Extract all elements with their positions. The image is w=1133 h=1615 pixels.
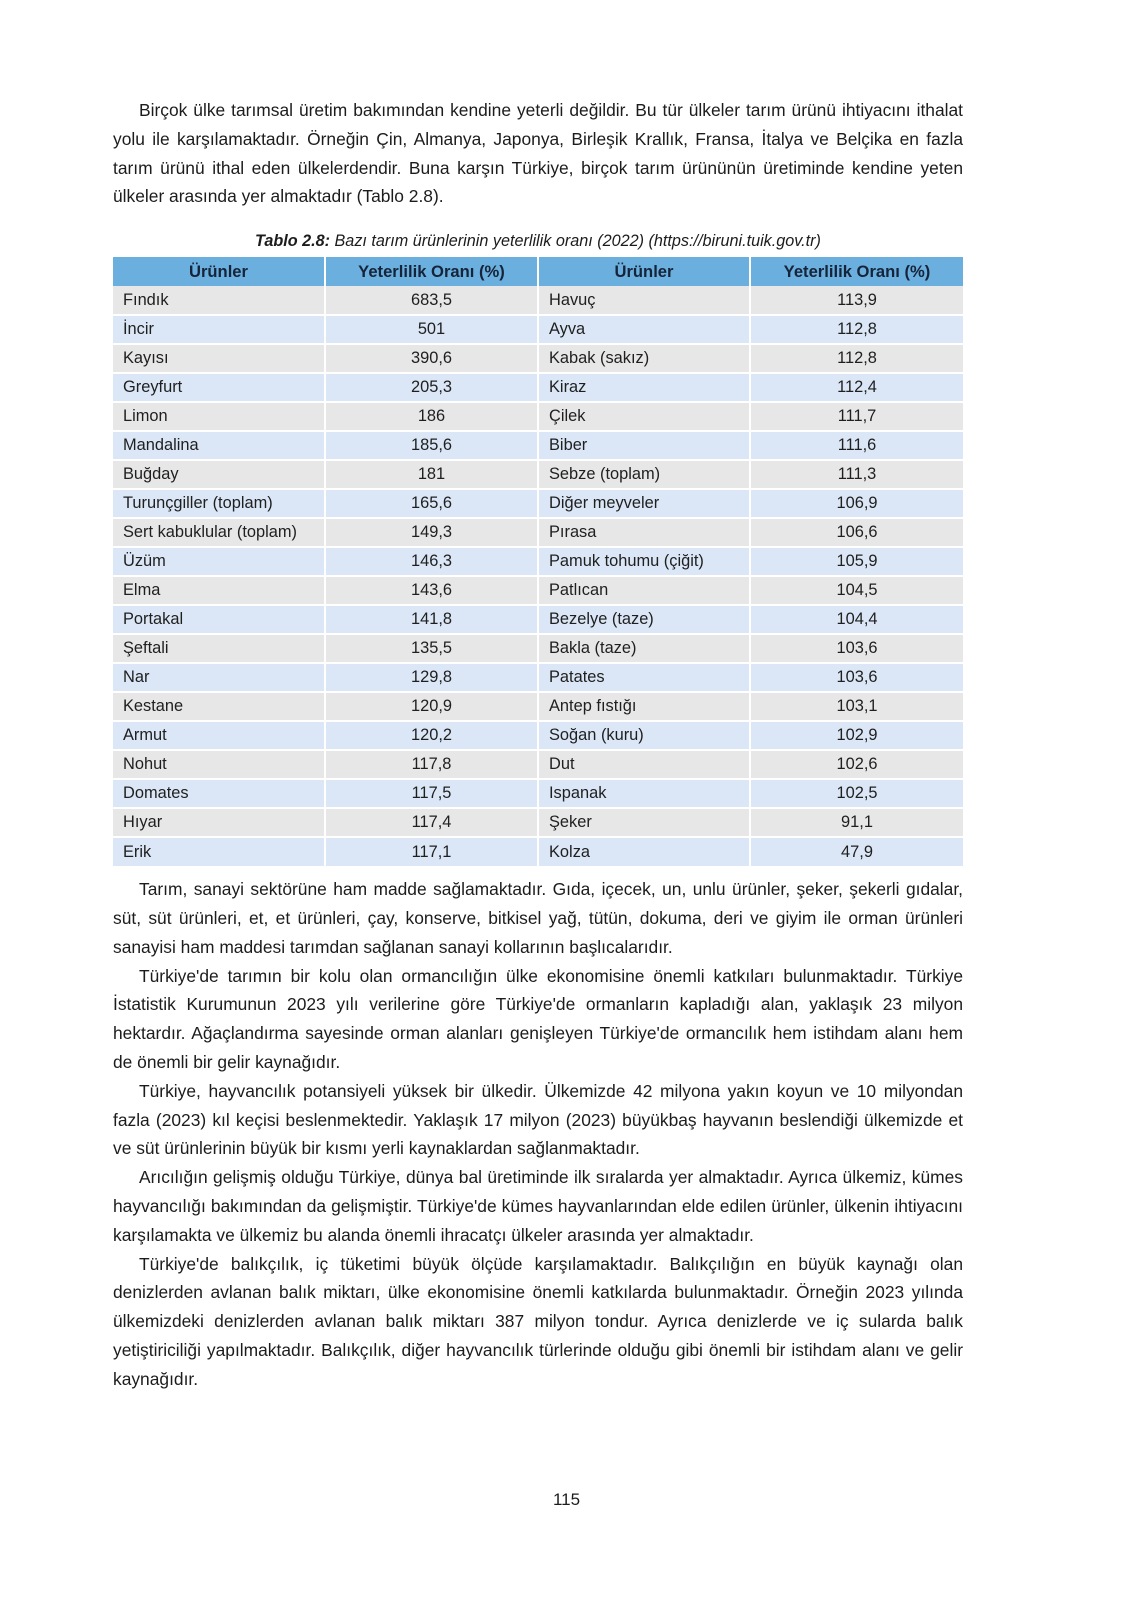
cell-product: Hıyar bbox=[113, 808, 325, 837]
cell-product: Sebze (toplam) bbox=[538, 460, 750, 489]
cell-rate: 111,7 bbox=[750, 402, 963, 431]
cell-rate: 181 bbox=[325, 460, 538, 489]
intro-paragraphs bbox=[113, 96, 963, 211]
cell-rate: 112,8 bbox=[750, 344, 963, 373]
cell-rate: 117,5 bbox=[325, 779, 538, 808]
cell-product: Limon bbox=[113, 402, 325, 431]
cell-rate: 91,1 bbox=[750, 808, 963, 837]
cell-rate: 135,5 bbox=[325, 634, 538, 663]
cell-product: Patates bbox=[538, 663, 750, 692]
cell-rate: 143,6 bbox=[325, 576, 538, 605]
cell-product: Portakal bbox=[113, 605, 325, 634]
cell-rate: 501 bbox=[325, 315, 538, 344]
cell-rate: 185,6 bbox=[325, 431, 538, 460]
cell-rate: 117,1 bbox=[325, 837, 538, 866]
cell-product: Kestane bbox=[113, 692, 325, 721]
column-header-rate-left: Yeterlilik Oranı (%) bbox=[325, 257, 538, 286]
cell-product: Erik bbox=[113, 837, 325, 866]
cell-rate: 149,3 bbox=[325, 518, 538, 547]
table-row bbox=[113, 489, 963, 518]
table-row bbox=[113, 634, 963, 663]
cell-product: Domates bbox=[113, 779, 325, 808]
cell-product: Dut bbox=[538, 750, 750, 779]
cell-rate: 112,8 bbox=[750, 315, 963, 344]
cell-product: Biber bbox=[538, 431, 750, 460]
cell-rate: 104,4 bbox=[750, 605, 963, 634]
cell-rate: 165,6 bbox=[325, 489, 538, 518]
cell-rate: 47,9 bbox=[750, 837, 963, 866]
table-row bbox=[113, 547, 963, 576]
paragraph-livestock: Türkiye, hayvancılık potansiyeli yüksek bir ülkedir. Ülkemizde 42 milyona yakın koyun ve 10 milyondan fazla (2023) kıl keçisi beslenmektedir. Yaklaşık 17 milyon (2023) büyükbaş hayvanın beslendiği ülkemizde et ve süt ürünlerinin büyük bir kısmı yerli kaynaklardan sağlanmaktadır. bbox=[113, 1080, 963, 1159]
cell-product: Nar bbox=[113, 663, 325, 692]
cell-rate: 106,6 bbox=[750, 518, 963, 547]
table-row bbox=[113, 808, 963, 837]
cell-rate: 390,6 bbox=[325, 344, 538, 373]
table-row bbox=[113, 373, 963, 402]
cell-rate: 146,3 bbox=[325, 547, 538, 576]
cell-rate: 129,8 bbox=[325, 663, 538, 692]
column-header-rate-right: Yeterlilik Oranı (%) bbox=[750, 257, 963, 286]
cell-rate: 141,8 bbox=[325, 605, 538, 634]
cell-rate: 106,9 bbox=[750, 489, 963, 518]
cell-product: Pamuk tohumu (çiğit) bbox=[538, 547, 750, 576]
page-content bbox=[113, 96, 963, 1394]
cell-product: Bakla (taze) bbox=[538, 634, 750, 663]
column-header-products-right: Ürünler bbox=[538, 257, 750, 286]
table-row bbox=[113, 605, 963, 634]
cell-rate: 117,4 bbox=[325, 808, 538, 837]
cell-rate: 102,5 bbox=[750, 779, 963, 808]
cell-product: Havuç bbox=[538, 286, 750, 315]
cell-product: Diğer meyveler bbox=[538, 489, 750, 518]
table-header bbox=[113, 257, 963, 286]
cell-product: Antep fıstığı bbox=[538, 692, 750, 721]
cell-rate: 103,6 bbox=[750, 663, 963, 692]
cell-product: Armut bbox=[113, 721, 325, 750]
cell-rate: 102,6 bbox=[750, 750, 963, 779]
cell-product: Şeker bbox=[538, 808, 750, 837]
cell-product: Patlıcan bbox=[538, 576, 750, 605]
table-row bbox=[113, 663, 963, 692]
cell-rate: 205,3 bbox=[325, 373, 538, 402]
table-row bbox=[113, 402, 963, 431]
column-header-products-left: Ürünler bbox=[113, 257, 325, 286]
cell-product: Şeftali bbox=[113, 634, 325, 663]
cell-rate: 186 bbox=[325, 402, 538, 431]
body-paragraphs bbox=[113, 875, 963, 1393]
table-row bbox=[113, 692, 963, 721]
page-number: 115 bbox=[552, 1490, 581, 1509]
table-caption bbox=[113, 231, 963, 251]
table-row bbox=[113, 837, 963, 866]
cell-rate: 111,6 bbox=[750, 431, 963, 460]
cell-rate: 102,9 bbox=[750, 721, 963, 750]
cell-product: Pırasa bbox=[538, 518, 750, 547]
cell-product: Üzüm bbox=[113, 547, 325, 576]
cell-product: Kabak (sakız) bbox=[538, 344, 750, 373]
paragraph-forestry: Türkiye'de tarımın bir kolu olan ormancılığın ülke ekonomisine önemli katkıları bulunmaktadır. Türkiye İstatistik Kurumunun 2023 yılı verilerine göre Türkiye'de ormanların kapladığı alan, yaklaşık 23 milyon hektardır. Ağaçlandırma sayesinde orman alanları genişleyen Türkiye'de ormancılık hem istihdam alanı hem de önemli bir gelir kaynağıdır. bbox=[113, 965, 963, 1072]
cell-rate: 113,9 bbox=[750, 286, 963, 315]
cell-rate: 120,9 bbox=[325, 692, 538, 721]
cell-product: Ispanak bbox=[538, 779, 750, 808]
cell-product: İncir bbox=[113, 315, 325, 344]
cell-product: Kiraz bbox=[538, 373, 750, 402]
cell-product: Mandalina bbox=[113, 431, 325, 460]
cell-rate: 120,2 bbox=[325, 721, 538, 750]
table-row bbox=[113, 286, 963, 315]
cell-product: Ayva bbox=[538, 315, 750, 344]
cell-rate: 683,5 bbox=[325, 286, 538, 315]
cell-rate: 117,8 bbox=[325, 750, 538, 779]
cell-product: Nohut bbox=[113, 750, 325, 779]
cell-product: Soğan (kuru) bbox=[538, 721, 750, 750]
table-row bbox=[113, 315, 963, 344]
table-row bbox=[113, 431, 963, 460]
paragraph-intro-1: Birçok ülke tarımsal üretim bakımından kendine yeterli değildir. Bu tür ülkeler tarım ürünü ihtiyacını ithalat yolu ile karşılamaktadır. Örneğin Çin, Almanya, Japonya, Birleşik Krallık, Fransa, İtalya ve Belçika en fazla tarım ürünü ithal eden ülkelerdendir. Buna karşın Türkiye, birçok tarım ürününün üretiminde kendine yeten ülkeler arasında yer almaktadır (Tablo 2.8). bbox=[113, 100, 963, 207]
table-row bbox=[113, 779, 963, 808]
cell-product: Elma bbox=[113, 576, 325, 605]
sufficiency-rate-table bbox=[113, 257, 963, 866]
cell-rate: 111,3 bbox=[750, 460, 963, 489]
paragraph-fishery: Türkiye'de balıkçılık, iç tüketimi büyük ölçüde karşılamaktadır. Balıkçılığın en büyük kaynağı olan denizlerden avlanan balık miktarı, ülke ekonomisine önemli katkılarda bulunmaktadır. Örneğin 2023 yılında ülkemizdeki denizlerden avlanan balık miktarı 387 milyon tondur. Ayrıca denizlerde ve iç sularda balık yetiştiriciliği yapılmaktadır. Balıkçılık, diğer hayvancılık türlerinde olduğu gibi önemli bir istihdam alanı ve gelir kaynağıdır. bbox=[113, 1253, 963, 1389]
table-caption-text: Bazı tarım ürünlerinin yeterlilik oranı (2022) (https://biruni.tuik.gov.tr) bbox=[330, 232, 821, 251]
table-row bbox=[113, 518, 963, 547]
cell-rate: 104,5 bbox=[750, 576, 963, 605]
cell-product: Greyfurt bbox=[113, 373, 325, 402]
cell-product: Turunçgiller (toplam) bbox=[113, 489, 325, 518]
cell-product: Kolza bbox=[538, 837, 750, 866]
cell-rate: 103,1 bbox=[750, 692, 963, 721]
table-caption-label: Tablo 2.8: bbox=[255, 232, 331, 251]
paragraph-industry: Tarım, sanayi sektörüne ham madde sağlamaktadır. Gıda, içecek, un, unlu ürünler, şeker, şekerli gıdalar, süt, süt ürünleri, et, et ürünleri, çay, konserve, bitkisel yağ, tütün, dokuma, deri ve giyim ile orman ürünleri sanayisi ham maddesi tarımdan sağlanan sanayi kollarının başlıcalarıdır. bbox=[113, 879, 963, 957]
cell-product: Bezelye (taze) bbox=[538, 605, 750, 634]
table-header-row bbox=[113, 257, 963, 286]
cell-rate: 105,9 bbox=[750, 547, 963, 576]
cell-product: Fındık bbox=[113, 286, 325, 315]
cell-rate: 103,6 bbox=[750, 634, 963, 663]
cell-product: Sert kabuklular (toplam) bbox=[113, 518, 325, 547]
paragraph-beekeeping-poultry: Arıcılığın gelişmiş olduğu Türkiye, dünya bal üretiminde ilk sıralarda yer almaktadır. Ayrıca ülkemiz, kümes hayvancılığı bakımından da gelişmiştir. Türkiye'de kümes hayvanlarından elde edilen ürünler, ülkenin ihtiyacını karşılamakta ve ülkemiz bu alanda önemli ihracatçı ülkeler arasında yer almaktadır. bbox=[113, 1167, 963, 1245]
cell-rate: 112,4 bbox=[750, 373, 963, 402]
table-row bbox=[113, 344, 963, 373]
cell-product: Buğday bbox=[113, 460, 325, 489]
table-row bbox=[113, 460, 963, 489]
table-row bbox=[113, 576, 963, 605]
table-row bbox=[113, 750, 963, 779]
cell-product: Kayısı bbox=[113, 344, 325, 373]
table-row bbox=[113, 721, 963, 750]
cell-product: Çilek bbox=[538, 402, 750, 431]
table-body bbox=[113, 286, 963, 866]
